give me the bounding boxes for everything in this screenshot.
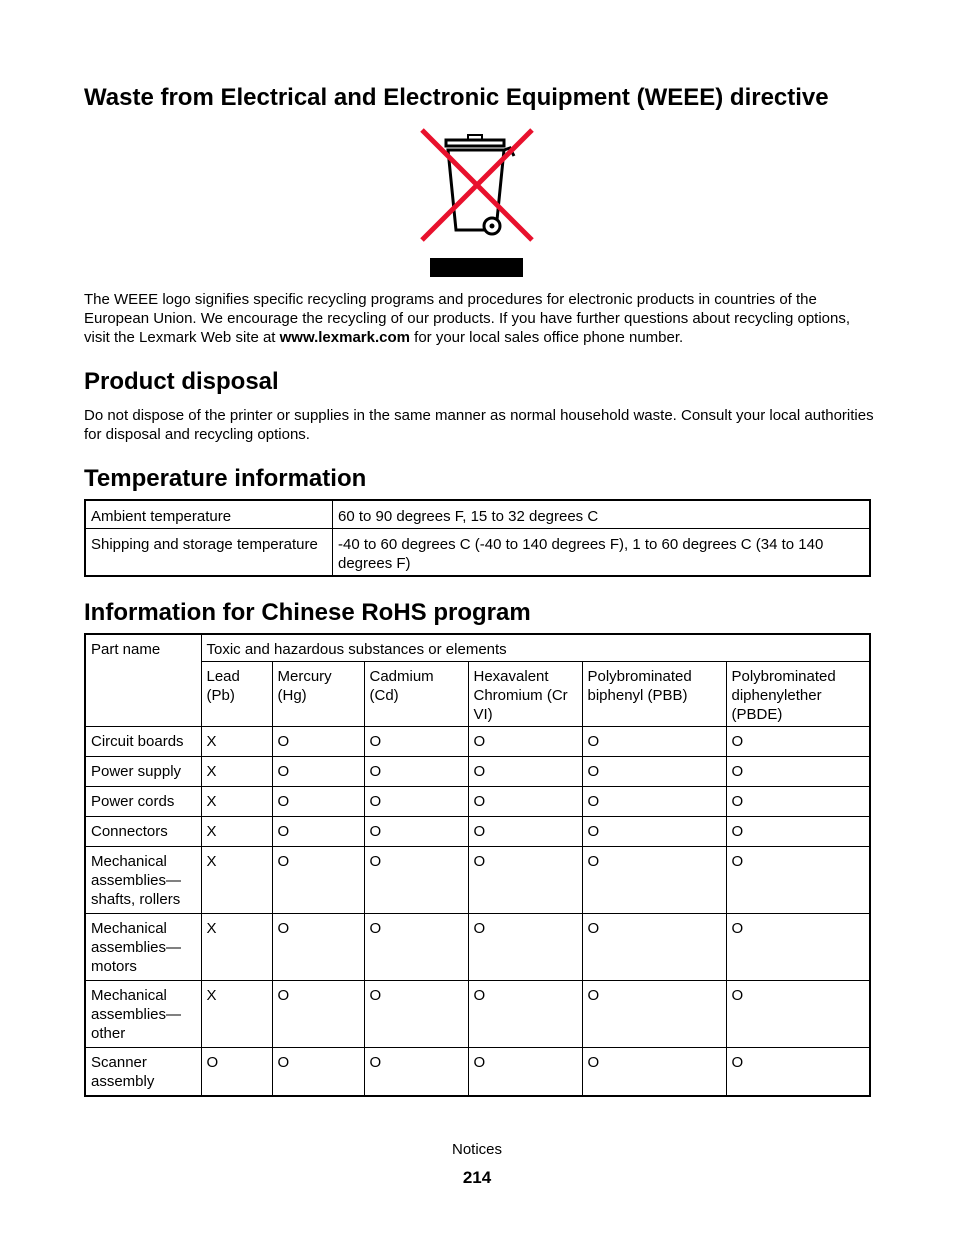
table-row: [85, 787, 870, 817]
table-row: [85, 981, 870, 1048]
substance-value-cell: O: [468, 757, 582, 787]
weee-logo-bar: [430, 258, 523, 277]
substance-value-cell: O: [726, 727, 870, 757]
substances-header: Toxic and hazardous substances or elements: [201, 634, 870, 662]
substance-value-cell: O: [364, 817, 468, 847]
substance-value-cell: X: [201, 981, 272, 1048]
substance-value-cell: O: [726, 787, 870, 817]
substance-value-cell: O: [364, 981, 468, 1048]
column-header: Hexavalent Chromium (Cr VI): [468, 662, 582, 727]
temperature-table: [84, 499, 871, 577]
table-row: [85, 529, 870, 577]
substance-value-cell: O: [726, 914, 870, 981]
rohs-table: [84, 633, 871, 1097]
substance-value-cell: X: [201, 817, 272, 847]
part-name-cell: Mechanical assemblies—shafts, rollers: [85, 847, 201, 914]
substance-value-cell: O: [272, 817, 364, 847]
substance-value-cell: O: [468, 847, 582, 914]
substance-value-cell: X: [201, 727, 272, 757]
part-name-cell: Mechanical assemblies—motors: [85, 914, 201, 981]
table-row: [85, 914, 870, 981]
substance-value-cell: O: [468, 1048, 582, 1096]
substance-value-cell: O: [582, 817, 726, 847]
column-header: Cadmium (Cd): [364, 662, 468, 727]
substance-value-cell: O: [582, 847, 726, 914]
table-row: [85, 817, 870, 847]
substance-value-cell: O: [468, 981, 582, 1048]
table-header-row: [85, 634, 870, 662]
disposal-body: Do not dispose of the printer or supplies in the same manner as normal household waste. Consult your local authorities for disposal and recycling options.: [84, 407, 874, 443]
substance-value-cell: O: [582, 1048, 726, 1096]
column-header: Mercury (Hg): [272, 662, 364, 727]
substance-value-cell: O: [272, 981, 364, 1048]
table-row: [85, 1048, 870, 1096]
part-name-cell: Connectors: [85, 817, 201, 847]
substance-value-cell: X: [201, 787, 272, 817]
temperature-heading: Temperature information: [84, 465, 367, 492]
substance-value-cell: X: [201, 847, 272, 914]
substance-value-cell: O: [272, 727, 364, 757]
disposal-heading: Product disposal: [84, 368, 279, 395]
substance-value-cell: O: [272, 1048, 364, 1096]
substance-value-cell: O: [201, 1048, 272, 1096]
substance-value-cell: O: [364, 787, 468, 817]
substance-value-cell: O: [272, 757, 364, 787]
substance-value-cell: O: [468, 787, 582, 817]
part-name-cell: Power supply: [85, 757, 201, 787]
footer-section: Notices: [451, 1141, 503, 1158]
substance-value-cell: X: [201, 757, 272, 787]
substance-value-cell: O: [272, 847, 364, 914]
substance-value-cell: O: [726, 757, 870, 787]
crossed-out-wheelie-bin-icon: [418, 126, 536, 256]
page-number: 214: [462, 1168, 492, 1187]
temperature-label: Shipping and storage temperature: [85, 529, 333, 577]
substance-value-cell: O: [364, 1048, 468, 1096]
column-header: Lead (Pb): [201, 662, 272, 727]
table-row: [85, 500, 870, 529]
substance-value-cell: O: [582, 981, 726, 1048]
temperature-value: -40 to 60 degrees C (-40 to 140 degrees F), 1 to 60 degrees C (34 to 140 degrees F): [333, 529, 871, 577]
substance-value-cell: O: [726, 817, 870, 847]
substance-value-cell: O: [364, 914, 468, 981]
substance-value-cell: O: [582, 787, 726, 817]
column-header: Polybrominated biphenyl (PBB): [582, 662, 726, 727]
substance-value-cell: O: [272, 914, 364, 981]
table-row: [85, 757, 870, 787]
substance-value-cell: O: [582, 757, 726, 787]
weee-heading: Waste from Electrical and Electronic Equipment (WEEE) directive: [84, 84, 829, 111]
substance-value-cell: O: [726, 1048, 870, 1096]
weee-body: The WEEE logo signifies specific recycling programs and procedures for electronic products in countries of the European Union. We encourage the recycling of our products. If you have further questions about recycling options, visit the Lexmark Web site at www.lexmark.com for your local sales office phone number.: [84, 291, 851, 346]
substance-value-cell: O: [364, 757, 468, 787]
substance-value-cell: O: [272, 787, 364, 817]
table-row: [85, 847, 870, 914]
substance-value-cell: O: [468, 727, 582, 757]
temperature-value: 60 to 90 degrees F, 15 to 32 degrees C: [333, 500, 871, 529]
lexmark-link[interactable]: www.lexmark.com: [279, 329, 410, 346]
substance-value-cell: O: [582, 914, 726, 981]
substance-value-cell: O: [726, 981, 870, 1048]
part-name-cell: Mechanical assemblies—other: [85, 981, 201, 1048]
substance-value-cell: O: [364, 727, 468, 757]
substance-value-cell: O: [726, 847, 870, 914]
weee-logo: [418, 126, 536, 278]
substance-value-cell: O: [364, 847, 468, 914]
part-name-cell: Power cords: [85, 787, 201, 817]
substance-value-cell: O: [468, 914, 582, 981]
rohs-heading: Information for Chinese RoHS program: [84, 599, 531, 626]
substance-value-cell: O: [582, 727, 726, 757]
substance-value-cell: X: [201, 914, 272, 981]
temperature-label: Ambient temperature: [85, 500, 333, 529]
substance-value-cell: O: [468, 817, 582, 847]
part-name-cell: Scanner assembly: [85, 1048, 201, 1096]
column-header: Polybrominated diphenylether (PBDE): [726, 662, 870, 727]
table-row: [85, 727, 870, 757]
part-name-header: Part name: [85, 634, 201, 727]
table-subheader-row: [85, 662, 870, 727]
part-name-cell: Circuit boards: [85, 727, 201, 757]
